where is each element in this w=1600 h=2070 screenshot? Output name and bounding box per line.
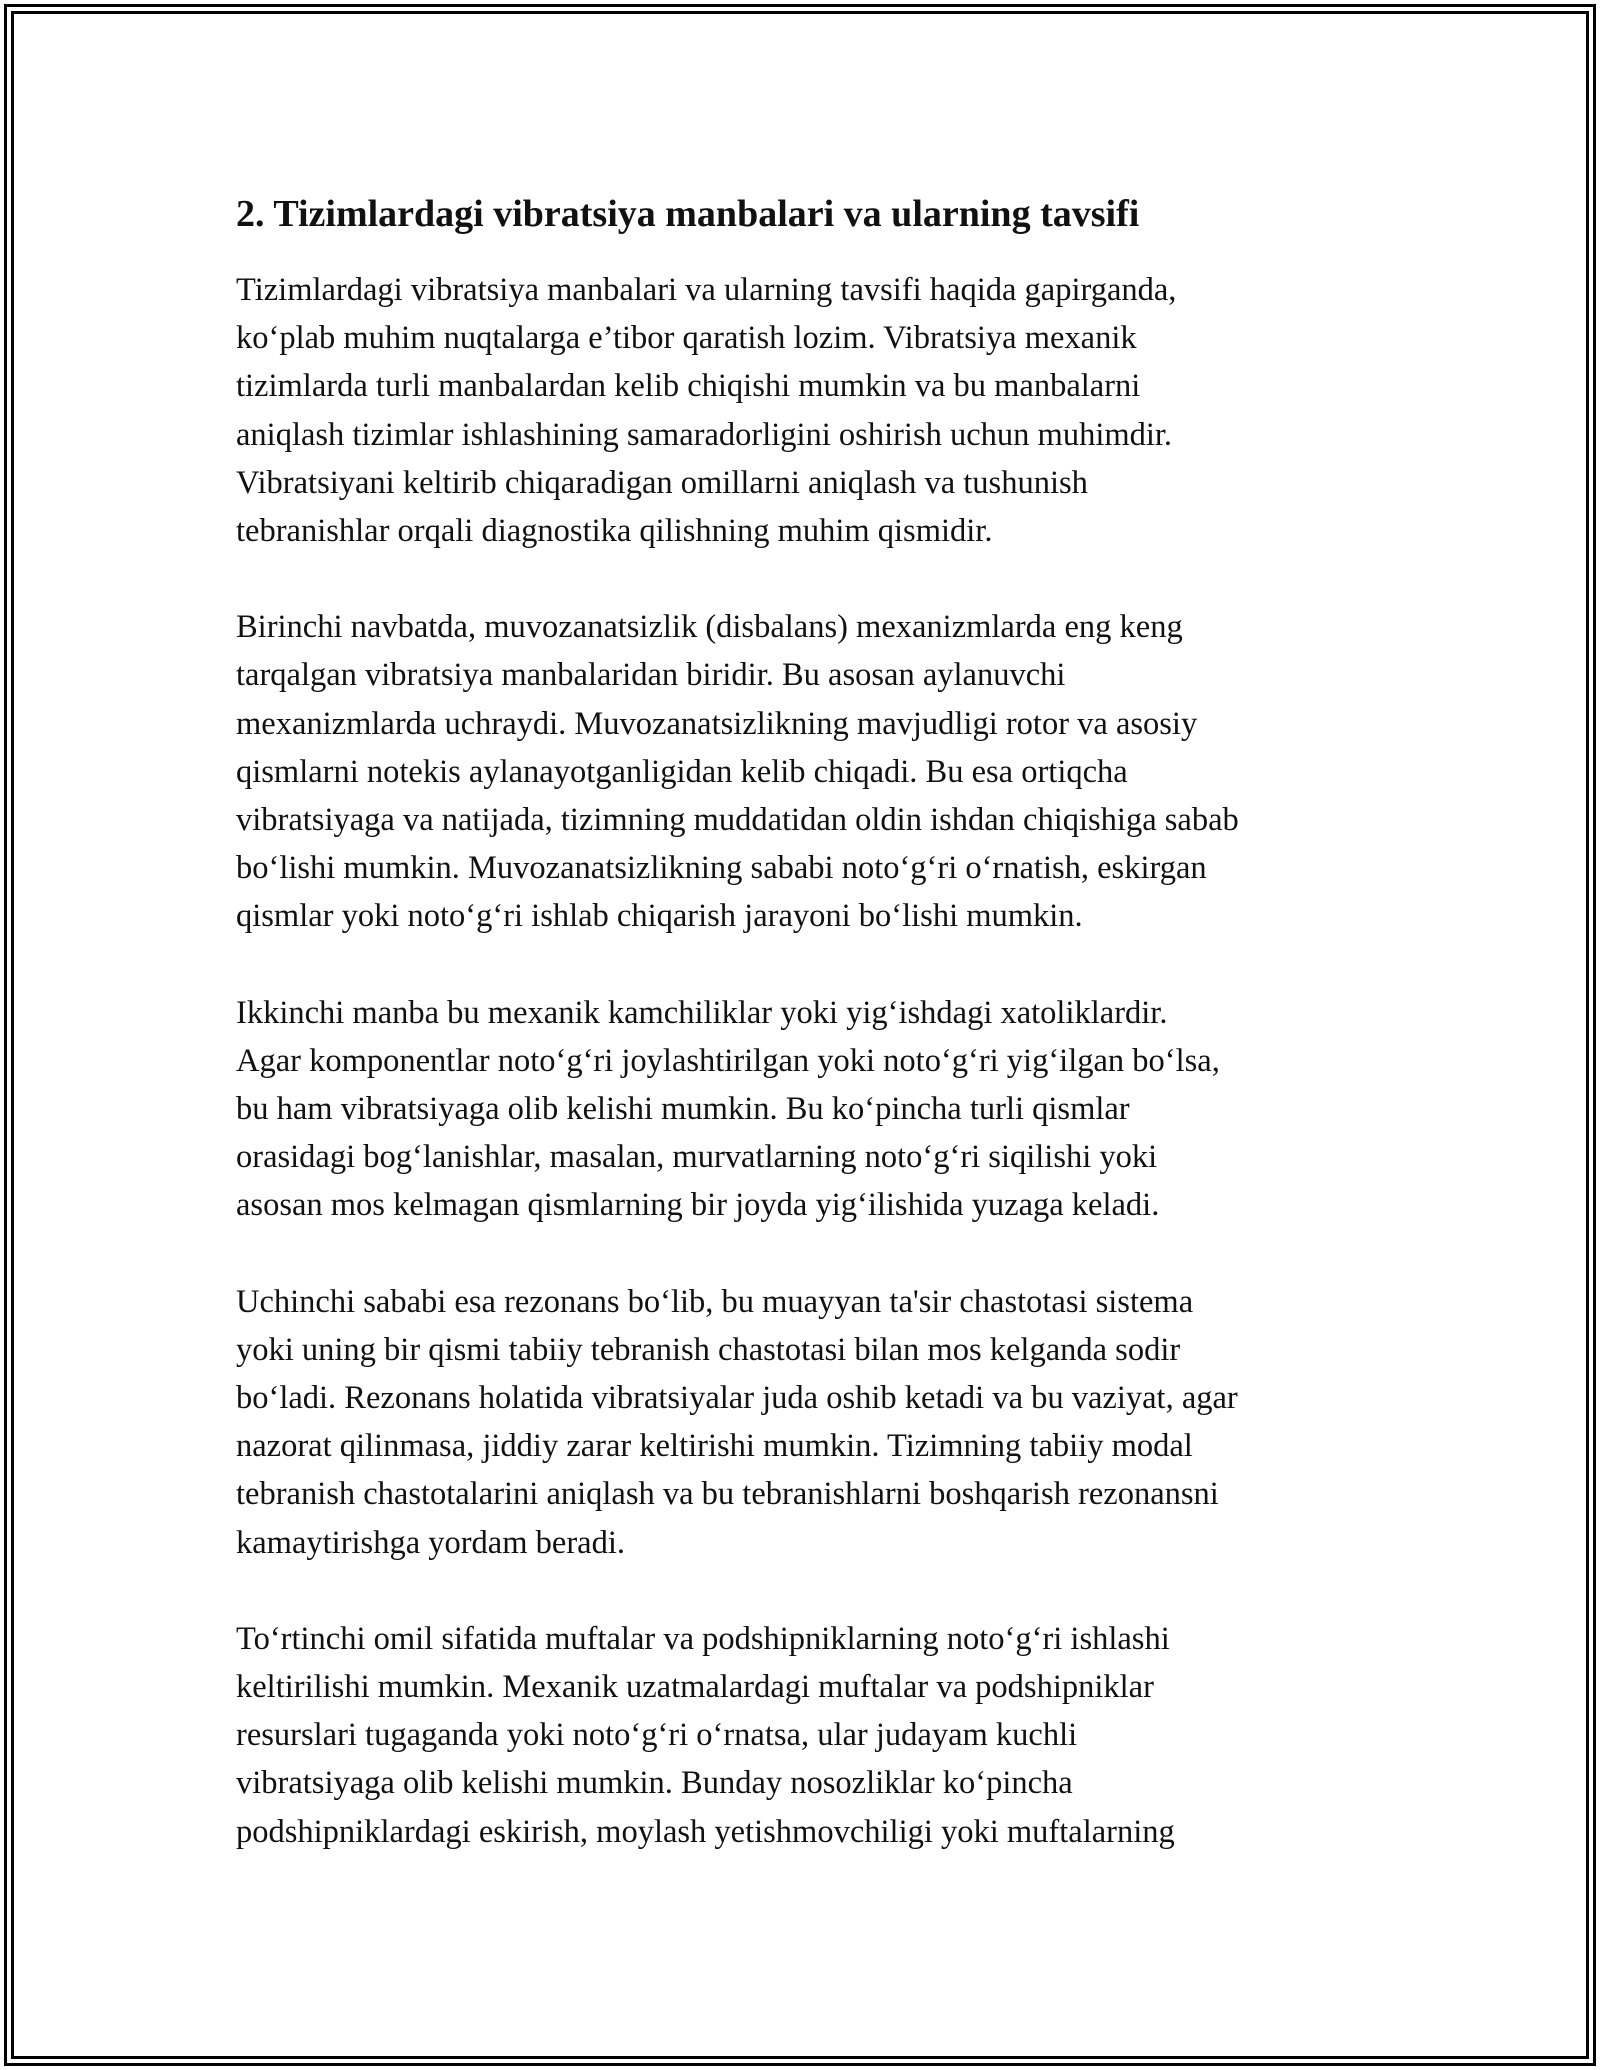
- text-line: boʻladi. Rezonans holatida vibratsiyalar juda oshib ketadi va bu vaziyat, agar: [236, 1380, 1238, 1417]
- text-line: qismlarni notekis aylanayotganligidan kelib chiqadi. Bu esa ortiqcha: [236, 753, 1128, 790]
- text-line: podshipniklardagi eskirish, moylash yetishmovchiligi yoki muftalarning: [236, 1813, 1175, 1850]
- text-line: Agar komponentlar notoʻgʻri joylashtirilgan yoki notoʻgʻri yigʻilgan boʻlsa,: [236, 1042, 1220, 1079]
- text-line: resurslari tugaganda yoki notoʻgʻri oʻrnatsa, ular judayam kuchli: [236, 1717, 1078, 1754]
- text-line: tebranishlar orqali diagnostika qilishning muhim qismidir.: [236, 513, 993, 550]
- text-line: tarqalgan vibratsiya manbalaridan biridir. Bu asosan aylanuvchi: [236, 657, 1066, 694]
- text-line: orasidagi bogʻlanishlar, masalan, murvatlarning notoʻgʻri siqilishi yoki: [236, 1139, 1158, 1176]
- text-line: bu ham vibratsiyaga olib kelishi mumkin. Bu koʻpincha turli qismlar: [236, 1091, 1130, 1128]
- text-line: asosan mos kelmagan qismlarning bir joyda yigʻilishida yuzaga keladi.: [236, 1187, 1160, 1224]
- text-line: mexanizmlarda uchraydi. Muvozanatsizlikning mavjudligi rotor va asosiy: [236, 705, 1198, 742]
- text-line: Uchinchi sababi esa rezonans boʻlib, bu muayyan ta'sir chastotasi sistema: [236, 1283, 1194, 1320]
- paragraph-imbalance: [236, 603, 1386, 940]
- text-line: vibratsiyaga va natijada, tizimning muddatidan oldin ishdan chiqishiga sabab: [236, 802, 1239, 839]
- text-line: vibratsiyaga olib kelishi mumkin. Bunday nosozliklar koʻpincha: [236, 1765, 1073, 1802]
- text-line: Toʻrtinchi omil sifatida muftalar va podshipniklarning notoʻgʻri ishlashi: [236, 1620, 1170, 1657]
- text-line: keltirilishi mumkin. Mexanik uzatmalardagi muftalar va podshipniklar: [236, 1669, 1154, 1706]
- text-line: boʻlishi mumkin. Muvozanatsizlikning sababi notoʻgʻri oʻrnatish, eskirgan: [236, 850, 1207, 887]
- text-line: Tizimlardagi vibratsiya manbalari va ularning tavsifi haqida gapirganda,: [236, 272, 1177, 308]
- text-line: nazorat qilinmasa, jiddiy zarar keltirishi mumkin. Tizimning tabiiy modal: [236, 1428, 1193, 1465]
- paragraph-intro: [236, 266, 1386, 555]
- text-line: Birinchi navbatda, muvozanatsizlik (disbalans) mexanizmlarda eng keng: [236, 609, 1183, 646]
- text-line: Vibratsiyani keltirib chiqaradigan omillarni aniqlash va tushunish: [236, 464, 1088, 501]
- text-line: yoki uning bir qismi tabiiy tebranish chastotasi bilan mos kelganda sodir: [236, 1331, 1181, 1368]
- text-line: aniqlash tizimlar ishlashining samaradorligini oshirish uchun muhimdir.: [236, 416, 1173, 453]
- text-line: qismlar yoki notoʻgʻri ishlab chiqarish jarayoni boʻlishi mumkin.: [236, 898, 1083, 935]
- paragraph-mechanical-defects: [236, 989, 1386, 1230]
- text-line: kamaytirishga yordam beradi.: [236, 1524, 625, 1561]
- text-line: Ikkinchi manba bu mexanik kamchiliklar yoki yigʻishdagi xatoliklardir.: [236, 994, 1168, 1031]
- text-line: koʻplab muhim nuqtalarga e’tibor qaratish lozim. Vibratsiya mexanik: [236, 320, 1137, 357]
- paragraph-resonance: [236, 1278, 1386, 1567]
- paragraph-couplings-bearings: [236, 1615, 1386, 1856]
- section-heading: 2. Tizimlardagi vibratsiya manbalari va ularning tavsifi: [236, 193, 1140, 235]
- text-line: tebranish chastotalarini aniqlash va bu tebranishlarni boshqarish rezonansni: [236, 1476, 1219, 1513]
- document-body: [236, 188, 1386, 1904]
- text-line: tizimlarda turli manbalardan kelib chiqishi mumkin va bu manbalarni: [236, 368, 1141, 405]
